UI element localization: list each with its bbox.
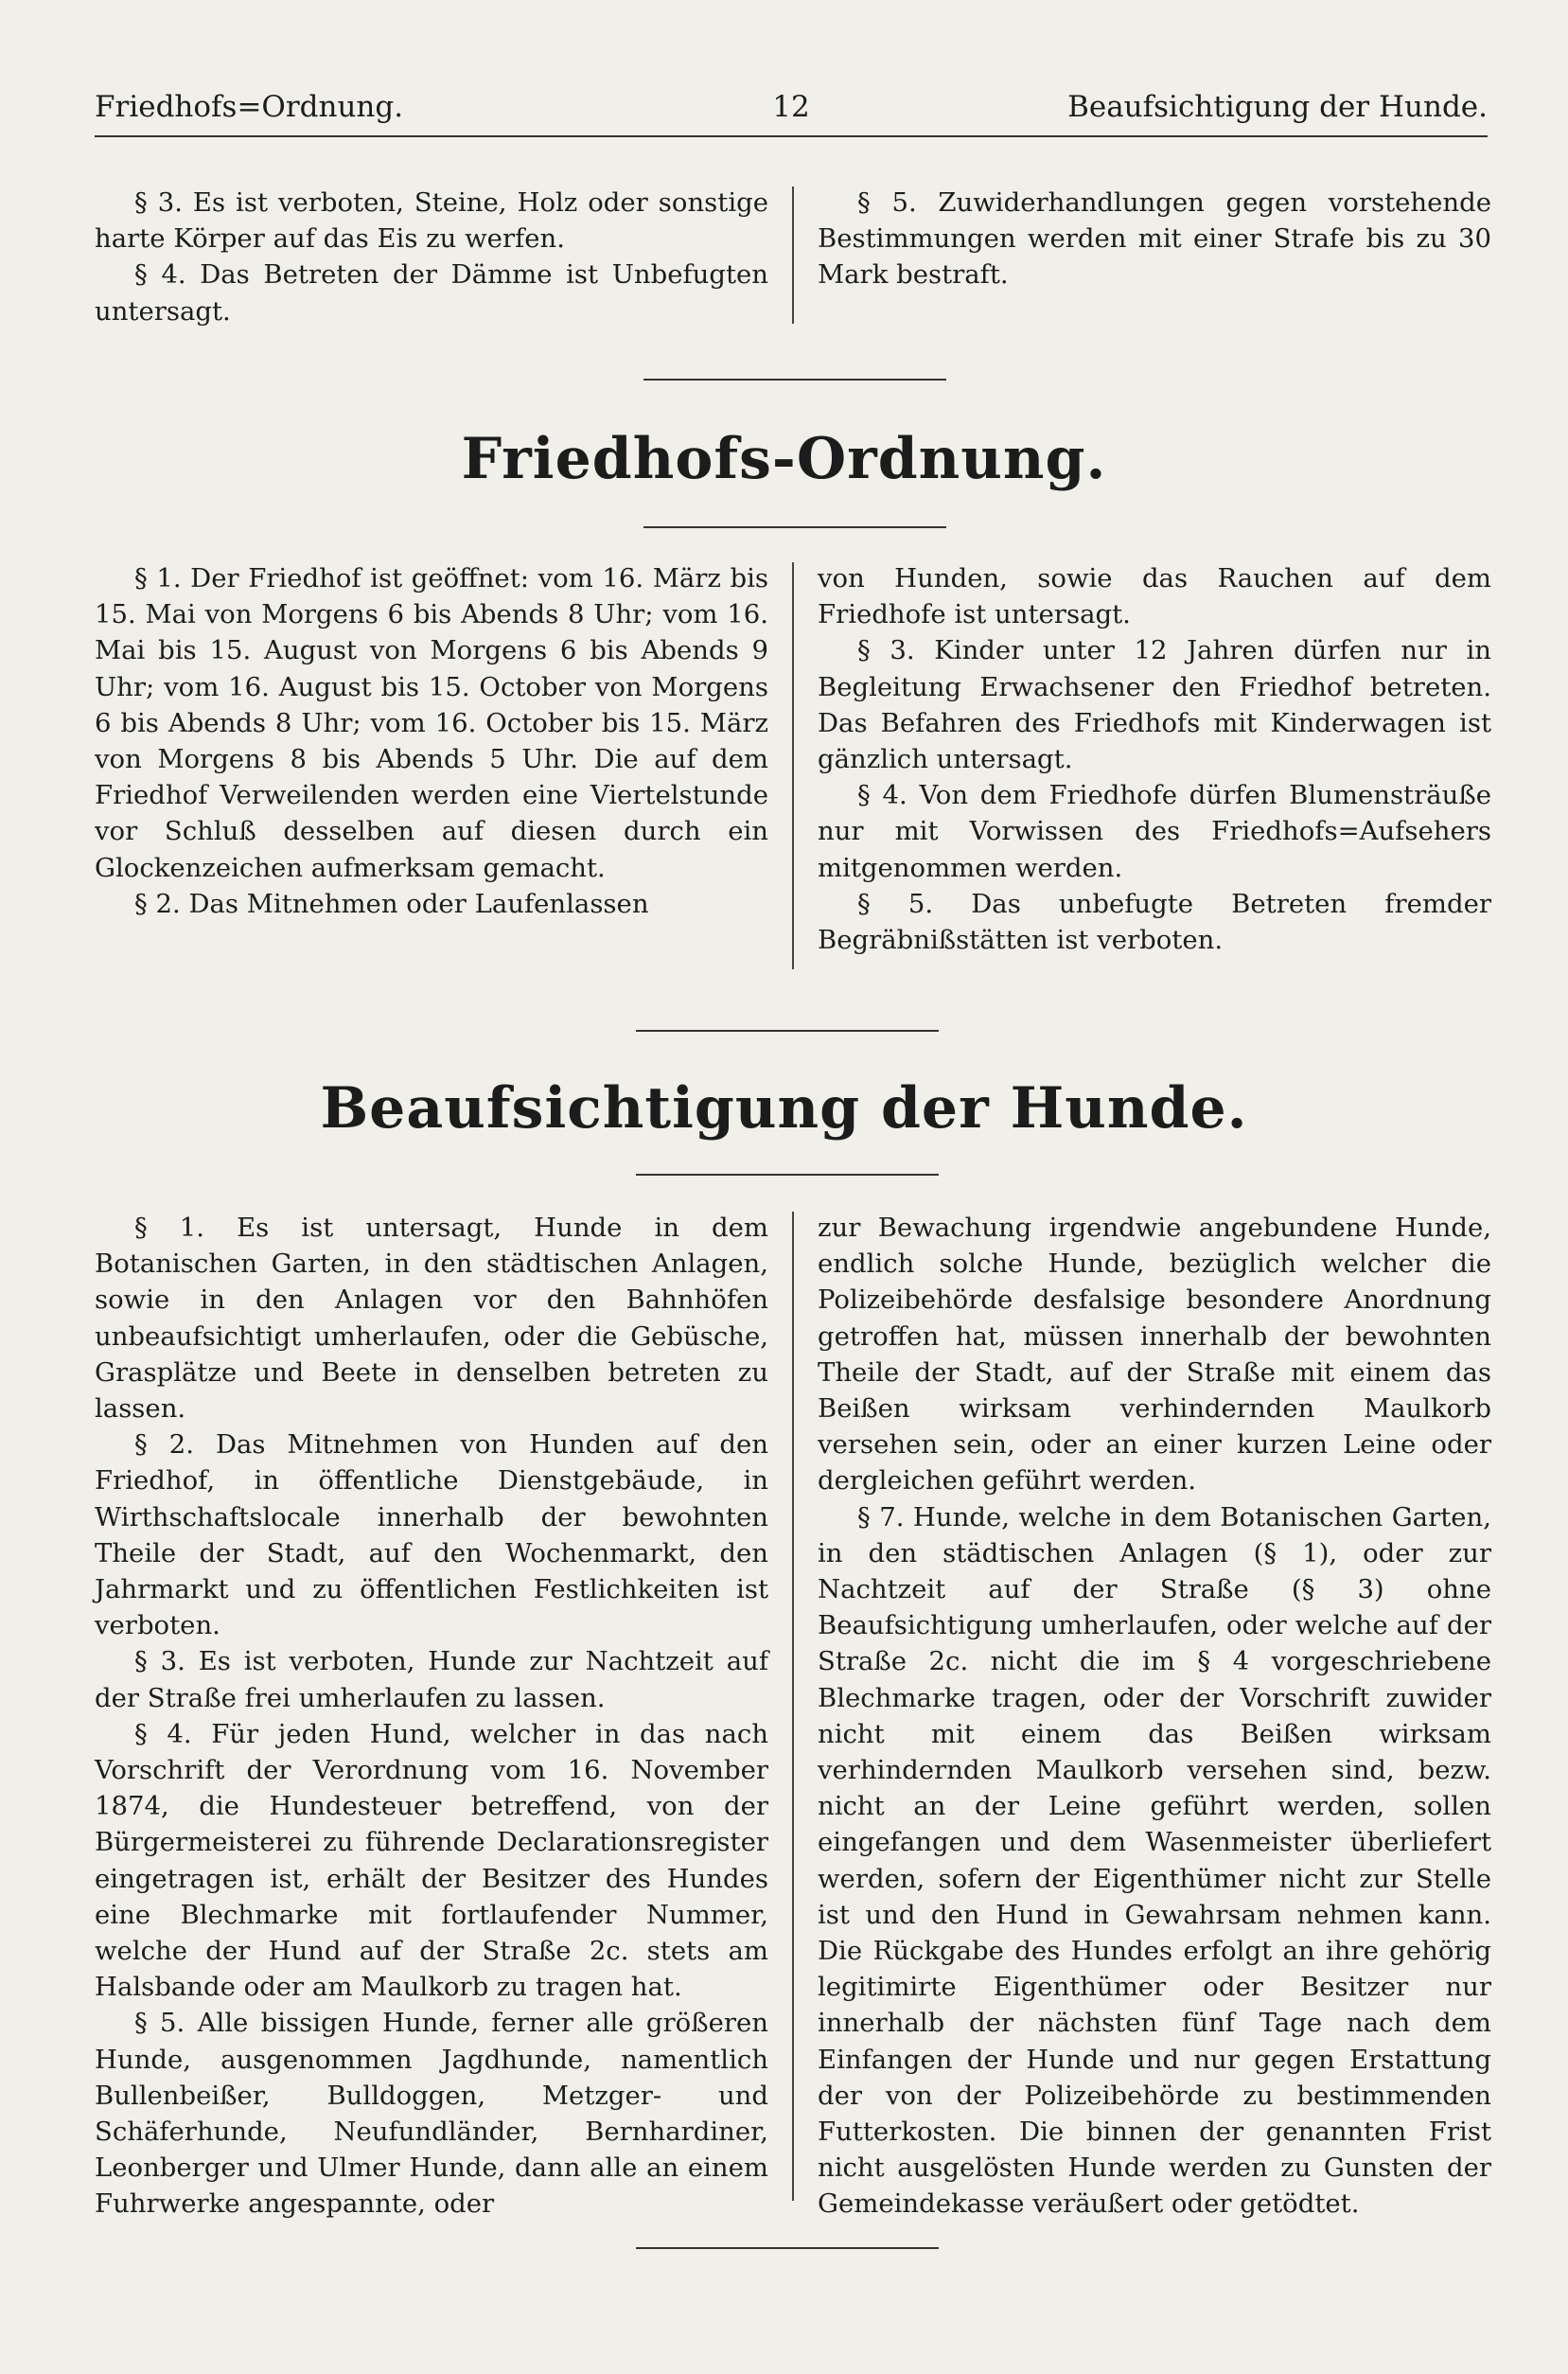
header-left-title: Friedhofs=Ordnung. xyxy=(95,90,404,124)
section-title-hunde: Beaufsichtigung der Hunde. xyxy=(320,1075,1248,1142)
paragraph: § 3. Es ist verboten, Steine, Holz oder sonstige harte Körper auf das Eis zu werfen. xyxy=(95,187,768,255)
paragraph: § 5. Das unbefugte Betreten fremder Begräbnißstätten ist verboten. xyxy=(818,888,1491,956)
hunde-right-column xyxy=(818,1210,1491,2223)
title-underline xyxy=(636,1174,939,1176)
running-header xyxy=(95,83,1488,131)
top-continuation-block xyxy=(95,185,1491,327)
hunde-left-column xyxy=(95,1210,768,2223)
paragraph: § 2. Das Mitnehmen von Hunden auf den Friedhof, in öffentliche Dienstgebäude, in Wirthschaftslocale innerhalb der bewohnten Theile der Stadt, auf den Wochenmarkt, den Jahrmarkt und zu öffentlichen Festlichkeiten ist verboten. xyxy=(95,1429,768,1641)
title-underline xyxy=(643,526,946,528)
hunde-block xyxy=(95,1210,1491,2223)
paragraph: § 1. Der Friedhof ist geöffnet: vom 16. März bis 15. Mai von Morgens 6 bis Abends 8 Uhr; vom 16. Mai bis 15. August von Morgens 6 bis Abends 9 Uhr; vom 16. August bis 15. October von Morgens 6 bis Abends 8 Uhr; vom 16. October bis 15. März von Morgens 8 bis Abends 5 Uhr. Die auf dem Friedhof Verweilenden werden eine Viertelstunde vor Schluß desselben auf diesen durch ein Glockenzeichen aufmerksam gemacht. xyxy=(95,563,768,883)
section-title-friedhof: Friedhofs-Ordnung. xyxy=(461,426,1107,492)
paragraph: § 5. Zuwiderhandlungen gegen vorstehende Bestimmungen werden mit einer Strafe bis zu 30 Mark bestraft. xyxy=(818,187,1491,291)
paragraph: § 7. Hunde, welche in dem Botanischen Garten, in den städtischen Anlagen (§ 1), oder zur Nachtzeit auf der Straße (§ 3) ohne Beaufsichtigung umherlaufen, oder welche auf der Straße 2c. nicht die im § 4 vorgeschriebene Blechmarke tragen, oder der Vorschrift zuwider nicht mit einem das Beißen wirksam verhindernden Maulkorb versehen sind, bezw. nicht an der Leine geführt werden, sollen eingefangen und dem Wasenmeister überliefert werden, sofern der Eigenthümer nicht zur Stelle ist und den Hund in Gewahrsam nehmen kann. Die Rückgabe des Hundes erfolgt an ihre gehörig legitimirte Eigenthümer oder Besitzer nur innerhalb der nächsten fünf Tage nach dem Einfangen der Hunde und nur gegen Erstattung der von der Polizeibehörde zu bestimmenden Futterkosten. Die binnen der genannten Frist nicht ausgelösten Hunde werden zu Gunsten der Gemeindekasse veräußert oder getödtet. xyxy=(818,1501,1491,2220)
paragraph: § 4. Das Betreten der Dämme ist Unbefugten untersagt. xyxy=(95,259,768,327)
paragraph: § 5. Alle bissigen Hunde, ferner alle größeren Hunde, ausgenommen Jagdhunde, namentlich Bullenbeißer, Bulldoggen, Metzger- und Schäferhunde, Neufundländer, Bernhardiner, Leonberger und Ulmer Hunde, dann alle an einem Fuhrwerke angespannte, oder xyxy=(95,2008,768,2220)
paragraph: von Hunden, sowie das Rauchen auf dem Friedhofe ist untersagt. xyxy=(818,563,1491,630)
top-right-column xyxy=(818,185,1491,293)
page-number: 12 xyxy=(772,90,810,124)
column-divider xyxy=(792,562,794,969)
paragraph: § 4. Von dem Friedhofe dürfen Blumensträuße nur mit Vorwissen des Friedhofs=Aufsehers mitgenommen werden. xyxy=(818,780,1491,883)
paragraph: zur Bewachung irgendwie angebundene Hunde, endlich solche Hunde, bezüglich welcher die Polizeibehörde desfalsige besondere Anordnung getroffen hat, müssen innerhalb der bewohnten Theile der Stadt, auf der Straße mit einem das Beißen wirksam verhindernden Maulkorb versehen sein, oder an einer kurzen Leine oder dergleichen geführt werden. xyxy=(818,1213,1491,1497)
top-left-column xyxy=(95,185,768,329)
paragraph: § 1. Es ist untersagt, Hunde in dem Botanischen Garten, in den städtischen Anlagen, sowie in den Anlagen vor den Bahnhöfen unbeaufsichtigt umherlaufen, oder die Gebüsche, Grasplätze und Beete in denselben betreten zu lassen. xyxy=(95,1213,768,1425)
column-divider xyxy=(792,1212,794,2201)
paragraph: § 4. Für jeden Hund, welcher in das nach Vorschrift der Verordnung vom 16. November 1874, die Hundesteuer betreffend, von der Bürgermeisterei zu führende Declarationsregister eingetragen ist, erhält der Besitzer des Hundes eine Blechmarke mit fortlaufender Nummer, welche der Hund auf der Straße 2c. stets am Halsbande oder am Maulkorb zu tragen hat. xyxy=(95,1718,768,2003)
paragraph: § 2. Das Mitnehmen oder Laufenlassen xyxy=(134,888,649,919)
friedhof-left-column xyxy=(95,560,768,922)
page-end-rule xyxy=(636,2247,939,2249)
friedhof-block xyxy=(95,560,1491,977)
column-divider xyxy=(792,186,794,324)
paragraph: § 3. Es ist verboten, Hunde zur Nachtzeit auf der Straße frei umherlaufen zu lassen. xyxy=(95,1646,768,1713)
section-divider xyxy=(643,379,946,381)
header-right-title: Beaufsichtigung der Hunde. xyxy=(1067,90,1488,124)
section-divider xyxy=(636,1030,939,1032)
friedhof-right-column xyxy=(818,560,1491,958)
header-rule xyxy=(95,135,1488,137)
paragraph: § 3. Kinder unter 12 Jahren dürfen nur in Begleitung Erwachsener den Friedhof betreten. Das Befahren des Friedhofs mit Kinderwagen ist gänzlich untersagt. xyxy=(818,635,1491,775)
